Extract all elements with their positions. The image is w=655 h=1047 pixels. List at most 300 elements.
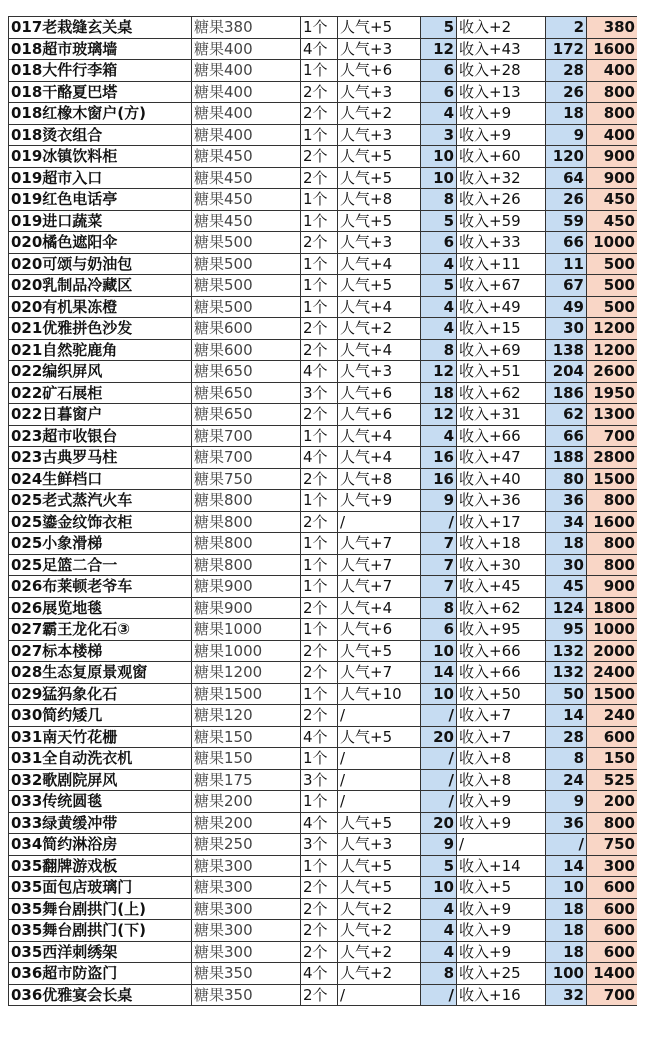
popularity-total-cell: 18	[421, 382, 457, 404]
item-name-cell: 029猛犸象化石	[9, 683, 192, 705]
candy-cost-cell: 糖果250	[192, 834, 301, 856]
income-cell: 收入+45	[457, 576, 546, 598]
popularity-total-cell: 14	[421, 662, 457, 684]
income-cell: 收入+8	[457, 769, 546, 791]
table-row	[9, 167, 638, 189]
popularity-cell: 人气+8	[338, 468, 421, 490]
item-name-cell: 021自然驼鹿角	[9, 339, 192, 361]
popularity-total-cell: 6	[421, 81, 457, 103]
table-row	[9, 318, 638, 340]
income-cell: 收入+62	[457, 382, 546, 404]
income-total-cell: 18	[546, 533, 587, 555]
popularity-total-cell: /	[421, 984, 457, 1006]
popularity-cell: 人气+8	[338, 189, 421, 211]
total-cost-cell: 600	[587, 920, 638, 942]
table-row	[9, 60, 638, 82]
total-cost-cell: 500	[587, 253, 638, 275]
candy-cost-cell: 糖果200	[192, 812, 301, 834]
popularity-cell: 人气+3	[338, 38, 421, 60]
total-cost-cell: 600	[587, 898, 638, 920]
popularity-total-cell: 4	[421, 425, 457, 447]
income-total-cell: 36	[546, 812, 587, 834]
count-cell: 4个	[301, 726, 338, 748]
popularity-total-cell: 10	[421, 640, 457, 662]
income-cell: 收入+67	[457, 275, 546, 297]
popularity-total-cell: 4	[421, 253, 457, 275]
income-total-cell: 36	[546, 490, 587, 512]
item-name-cell: 031全自动洗衣机	[9, 748, 192, 770]
count-cell: 1个	[301, 554, 338, 576]
popularity-total-cell: 10	[421, 167, 457, 189]
item-name-cell: 018干酪夏巴塔	[9, 81, 192, 103]
popularity-cell: 人气+7	[338, 576, 421, 598]
item-name-cell: 027标本楼梯	[9, 640, 192, 662]
popularity-cell: 人气+10	[338, 683, 421, 705]
income-total-cell: 62	[546, 404, 587, 426]
popularity-total-cell: 6	[421, 619, 457, 641]
income-total-cell: 30	[546, 318, 587, 340]
income-total-cell: 9	[546, 124, 587, 146]
candy-cost-cell: 糖果1500	[192, 683, 301, 705]
total-cost-cell: 1000	[587, 619, 638, 641]
popularity-cell: 人气+5	[338, 726, 421, 748]
table-row	[9, 748, 638, 770]
income-total-cell: 2	[546, 17, 587, 39]
item-name-cell: 021优雅拼色沙发	[9, 318, 192, 340]
count-cell: 2个	[301, 705, 338, 727]
popularity-total-cell: 5	[421, 855, 457, 877]
candy-cost-cell: 糖果300	[192, 920, 301, 942]
table-row	[9, 683, 638, 705]
popularity-cell: /	[338, 984, 421, 1006]
total-cost-cell: 600	[587, 726, 638, 748]
income-total-cell: 120	[546, 146, 587, 168]
candy-cost-cell: 糖果350	[192, 984, 301, 1006]
count-cell: 2个	[301, 404, 338, 426]
income-cell: 收入+5	[457, 877, 546, 899]
total-cost-cell: 900	[587, 167, 638, 189]
popularity-cell: 人气+4	[338, 296, 421, 318]
total-cost-cell: 525	[587, 769, 638, 791]
popularity-total-cell: 7	[421, 576, 457, 598]
item-name-cell: 022矿石展柜	[9, 382, 192, 404]
income-total-cell: 14	[546, 855, 587, 877]
item-name-cell: 020有机果冻橙	[9, 296, 192, 318]
item-name-cell: 023超市收银台	[9, 425, 192, 447]
total-cost-cell: 2000	[587, 640, 638, 662]
candy-cost-cell: 糖果200	[192, 791, 301, 813]
item-name-cell: 033传统圆毯	[9, 791, 192, 813]
count-cell: 1个	[301, 210, 338, 232]
table-row	[9, 103, 638, 125]
candy-cost-cell: 糖果400	[192, 81, 301, 103]
popularity-total-cell: 7	[421, 533, 457, 555]
table-row	[9, 920, 638, 942]
candy-cost-cell: 糖果1000	[192, 619, 301, 641]
table-row	[9, 81, 638, 103]
popularity-total-cell: 4	[421, 898, 457, 920]
count-cell: 1个	[301, 296, 338, 318]
popularity-cell: 人气+7	[338, 662, 421, 684]
table-row	[9, 490, 638, 512]
candy-cost-cell: 糖果120	[192, 705, 301, 727]
income-cell: 收入+9	[457, 103, 546, 125]
table-row	[9, 984, 638, 1006]
popularity-total-cell: 5	[421, 17, 457, 39]
income-total-cell: 18	[546, 920, 587, 942]
popularity-cell: 人气+2	[338, 963, 421, 985]
popularity-cell: 人气+5	[338, 167, 421, 189]
income-total-cell: 188	[546, 447, 587, 469]
total-cost-cell: 500	[587, 275, 638, 297]
income-total-cell: 100	[546, 963, 587, 985]
candy-cost-cell: 糖果650	[192, 404, 301, 426]
candy-cost-cell: 糖果400	[192, 103, 301, 125]
popularity-cell: 人气+5	[338, 275, 421, 297]
candy-cost-cell: 糖果500	[192, 275, 301, 297]
item-name-cell: 020橘色遮阳伞	[9, 232, 192, 254]
popularity-cell: 人气+5	[338, 812, 421, 834]
income-total-cell: 9	[546, 791, 587, 813]
table-row	[9, 511, 638, 533]
popularity-total-cell: 4	[421, 296, 457, 318]
income-cell: 收入+95	[457, 619, 546, 641]
candy-cost-cell: 糖果150	[192, 748, 301, 770]
item-name-cell: 033绿黄缓冲带	[9, 812, 192, 834]
count-cell: 1个	[301, 124, 338, 146]
income-total-cell: 132	[546, 640, 587, 662]
total-cost-cell: 800	[587, 554, 638, 576]
item-name-cell: 020乳制品冷藏区	[9, 275, 192, 297]
table-row	[9, 210, 638, 232]
income-cell: 收入+62	[457, 597, 546, 619]
table-row	[9, 554, 638, 576]
popularity-cell: 人气+6	[338, 60, 421, 82]
popularity-cell: 人气+3	[338, 232, 421, 254]
item-name-cell: 035面包店玻璃门	[9, 877, 192, 899]
income-total-cell: 49	[546, 296, 587, 318]
total-cost-cell: 800	[587, 812, 638, 834]
popularity-total-cell: 10	[421, 877, 457, 899]
popularity-total-cell: 3	[421, 124, 457, 146]
count-cell: 1个	[301, 576, 338, 598]
total-cost-cell: 450	[587, 210, 638, 232]
income-cell: 收入+9	[457, 124, 546, 146]
item-name-cell: 023古典罗马柱	[9, 447, 192, 469]
item-name-cell: 025鎏金纹饰衣柜	[9, 511, 192, 533]
income-total-cell: 67	[546, 275, 587, 297]
count-cell: 2个	[301, 662, 338, 684]
popularity-total-cell: 4	[421, 920, 457, 942]
income-total-cell: 34	[546, 511, 587, 533]
count-cell: 2个	[301, 81, 338, 103]
income-total-cell: 124	[546, 597, 587, 619]
popularity-cell: 人气+3	[338, 834, 421, 856]
count-cell: 1个	[301, 533, 338, 555]
income-cell: 收入+17	[457, 511, 546, 533]
popularity-cell: 人气+4	[338, 447, 421, 469]
table-row	[9, 662, 638, 684]
table-row	[9, 855, 638, 877]
income-cell: 收入+2	[457, 17, 546, 39]
table-row	[9, 812, 638, 834]
income-cell: 收入+40	[457, 468, 546, 490]
item-name-cell: 035舞台剧拱门(上)	[9, 898, 192, 920]
item-name-cell: 022日暮窗户	[9, 404, 192, 426]
count-cell: 2个	[301, 232, 338, 254]
count-cell: 2个	[301, 597, 338, 619]
item-name-cell: 035翻牌游戏板	[9, 855, 192, 877]
total-cost-cell: 900	[587, 146, 638, 168]
count-cell: 1个	[301, 683, 338, 705]
count-cell: 2个	[301, 146, 338, 168]
income-cell: 收入+9	[457, 920, 546, 942]
candy-cost-cell: 糖果600	[192, 339, 301, 361]
item-name-cell: 032歌剧院屏风	[9, 769, 192, 791]
popularity-total-cell: 6	[421, 232, 457, 254]
income-cell: 收入+15	[457, 318, 546, 340]
table-row	[9, 339, 638, 361]
income-total-cell: 8	[546, 748, 587, 770]
candy-cost-cell: 糖果1200	[192, 662, 301, 684]
candy-cost-cell: 糖果175	[192, 769, 301, 791]
count-cell: 2个	[301, 103, 338, 125]
popularity-cell: 人气+2	[338, 898, 421, 920]
popularity-cell: 人气+5	[338, 17, 421, 39]
popularity-cell: 人气+2	[338, 920, 421, 942]
popularity-total-cell: 8	[421, 339, 457, 361]
income-total-cell: 18	[546, 103, 587, 125]
popularity-cell: 人气+2	[338, 103, 421, 125]
count-cell: 4个	[301, 361, 338, 383]
table-row	[9, 769, 638, 791]
popularity-total-cell: 20	[421, 812, 457, 834]
table-row	[9, 253, 638, 275]
candy-cost-cell: 糖果150	[192, 726, 301, 748]
count-cell: 1个	[301, 253, 338, 275]
total-cost-cell: 400	[587, 124, 638, 146]
item-name-cell: 019进口蔬菜	[9, 210, 192, 232]
table-row	[9, 640, 638, 662]
total-cost-cell: 240	[587, 705, 638, 727]
total-cost-cell: 900	[587, 576, 638, 598]
count-cell: 1个	[301, 425, 338, 447]
item-name-cell: 025小象滑梯	[9, 533, 192, 555]
total-cost-cell: 2400	[587, 662, 638, 684]
income-cell: 收入+49	[457, 296, 546, 318]
count-cell: 2个	[301, 898, 338, 920]
popularity-cell: 人气+9	[338, 490, 421, 512]
item-name-cell: 025足篮二合一	[9, 554, 192, 576]
item-name-cell: 034简约淋浴房	[9, 834, 192, 856]
item-name-cell: 030简约矮几	[9, 705, 192, 727]
popularity-total-cell: 4	[421, 318, 457, 340]
total-cost-cell: 1000	[587, 232, 638, 254]
count-cell: 3个	[301, 382, 338, 404]
count-cell: 3个	[301, 769, 338, 791]
total-cost-cell: 800	[587, 103, 638, 125]
popularity-total-cell: 6	[421, 60, 457, 82]
item-name-cell: 027霸王龙化石③	[9, 619, 192, 641]
total-cost-cell: 1200	[587, 318, 638, 340]
total-cost-cell: 2600	[587, 361, 638, 383]
item-name-cell: 018大件行李箱	[9, 60, 192, 82]
income-total-cell: 59	[546, 210, 587, 232]
income-cell: 收入+59	[457, 210, 546, 232]
table-row	[9, 791, 638, 813]
income-cell: 收入+66	[457, 640, 546, 662]
income-total-cell: 10	[546, 877, 587, 899]
candy-cost-cell: 糖果300	[192, 941, 301, 963]
income-cell: 收入+13	[457, 81, 546, 103]
item-name-cell: 036优雅宴会长桌	[9, 984, 192, 1006]
income-total-cell: 14	[546, 705, 587, 727]
item-name-cell: 036超市防盗门	[9, 963, 192, 985]
income-cell: 收入+16	[457, 984, 546, 1006]
popularity-cell: 人气+7	[338, 554, 421, 576]
count-cell: 1个	[301, 855, 338, 877]
popularity-cell: 人气+6	[338, 404, 421, 426]
popularity-total-cell: 9	[421, 834, 457, 856]
popularity-total-cell: /	[421, 769, 457, 791]
total-cost-cell: 1300	[587, 404, 638, 426]
total-cost-cell: 300	[587, 855, 638, 877]
table-row	[9, 877, 638, 899]
count-cell: 4个	[301, 963, 338, 985]
table-row	[9, 124, 638, 146]
income-cell: 收入+47	[457, 447, 546, 469]
popularity-total-cell: 9	[421, 490, 457, 512]
popularity-cell: 人气+4	[338, 253, 421, 275]
total-cost-cell: 1500	[587, 468, 638, 490]
total-cost-cell: 600	[587, 877, 638, 899]
income-total-cell: 26	[546, 189, 587, 211]
income-total-cell: /	[546, 834, 587, 856]
popularity-cell: 人气+5	[338, 855, 421, 877]
income-total-cell: 132	[546, 662, 587, 684]
total-cost-cell: 1800	[587, 597, 638, 619]
total-cost-cell: 200	[587, 791, 638, 813]
income-total-cell: 95	[546, 619, 587, 641]
popularity-total-cell: 20	[421, 726, 457, 748]
income-cell: 收入+51	[457, 361, 546, 383]
total-cost-cell: 1950	[587, 382, 638, 404]
income-cell: 收入+18	[457, 533, 546, 555]
item-name-cell: 018烫衣组合	[9, 124, 192, 146]
popularity-total-cell: /	[421, 791, 457, 813]
table-row	[9, 898, 638, 920]
popularity-total-cell: 5	[421, 210, 457, 232]
item-name-cell: 018红橡木窗户(方)	[9, 103, 192, 125]
total-cost-cell: 1200	[587, 339, 638, 361]
income-total-cell: 24	[546, 769, 587, 791]
item-name-cell: 035舞台剧拱门(下)	[9, 920, 192, 942]
count-cell: 1个	[301, 17, 338, 39]
candy-cost-cell: 糖果800	[192, 490, 301, 512]
income-total-cell: 66	[546, 425, 587, 447]
income-cell: 收入+9	[457, 812, 546, 834]
total-cost-cell: 450	[587, 189, 638, 211]
candy-cost-cell: 糖果650	[192, 361, 301, 383]
total-cost-cell: 700	[587, 425, 638, 447]
candy-cost-cell: 糖果800	[192, 533, 301, 555]
popularity-cell: 人气+2	[338, 318, 421, 340]
income-cell: 收入+14	[457, 855, 546, 877]
income-cell: 收入+11	[457, 253, 546, 275]
item-name-cell: 019冰镇饮料柜	[9, 146, 192, 168]
candy-cost-cell: 糖果450	[192, 167, 301, 189]
popularity-cell: 人气+3	[338, 361, 421, 383]
table-body	[9, 17, 638, 1006]
popularity-total-cell: /	[421, 705, 457, 727]
candy-cost-cell: 糖果400	[192, 124, 301, 146]
candy-cost-cell: 糖果700	[192, 425, 301, 447]
popularity-cell: 人气+3	[338, 124, 421, 146]
popularity-cell: /	[338, 769, 421, 791]
candy-cost-cell: 糖果380	[192, 17, 301, 39]
table-row	[9, 189, 638, 211]
item-name-cell: 031南天竹花栅	[9, 726, 192, 748]
count-cell: 4个	[301, 812, 338, 834]
candy-cost-cell: 糖果900	[192, 597, 301, 619]
item-name-cell: 019红色电话亭	[9, 189, 192, 211]
income-cell: 收入+8	[457, 748, 546, 770]
candy-cost-cell: 糖果1000	[192, 640, 301, 662]
income-cell: 收入+50	[457, 683, 546, 705]
table-row	[9, 404, 638, 426]
income-total-cell: 66	[546, 232, 587, 254]
count-cell: 2个	[301, 318, 338, 340]
popularity-cell: 人气+6	[338, 382, 421, 404]
count-cell: 2个	[301, 984, 338, 1006]
candy-cost-cell: 糖果450	[192, 210, 301, 232]
candy-cost-cell: 糖果300	[192, 898, 301, 920]
count-cell: 2个	[301, 468, 338, 490]
table-row	[9, 834, 638, 856]
income-total-cell: 64	[546, 167, 587, 189]
income-cell: 收入+25	[457, 963, 546, 985]
popularity-total-cell: 12	[421, 404, 457, 426]
item-name-cell: 028生态复原景观窗	[9, 662, 192, 684]
table-row	[9, 597, 638, 619]
popularity-total-cell: /	[421, 511, 457, 533]
popularity-cell: /	[338, 705, 421, 727]
count-cell: 4个	[301, 447, 338, 469]
total-cost-cell: 1600	[587, 511, 638, 533]
income-total-cell: 11	[546, 253, 587, 275]
table-row	[9, 447, 638, 469]
table-row	[9, 468, 638, 490]
item-name-cell: 025老式蒸汽火车	[9, 490, 192, 512]
candy-cost-cell: 糖果500	[192, 232, 301, 254]
popularity-cell: /	[338, 511, 421, 533]
table-row	[9, 296, 638, 318]
count-cell: 1个	[301, 619, 338, 641]
popularity-cell: 人气+5	[338, 210, 421, 232]
popularity-total-cell: 4	[421, 103, 457, 125]
popularity-total-cell: 8	[421, 189, 457, 211]
popularity-total-cell: 7	[421, 554, 457, 576]
popularity-cell: 人气+3	[338, 81, 421, 103]
popularity-cell: 人气+2	[338, 941, 421, 963]
popularity-total-cell: 12	[421, 361, 457, 383]
candy-cost-cell: 糖果500	[192, 296, 301, 318]
popularity-cell: 人气+4	[338, 339, 421, 361]
candy-cost-cell: 糖果800	[192, 554, 301, 576]
income-total-cell: 138	[546, 339, 587, 361]
popularity-total-cell: 16	[421, 447, 457, 469]
income-total-cell: 50	[546, 683, 587, 705]
